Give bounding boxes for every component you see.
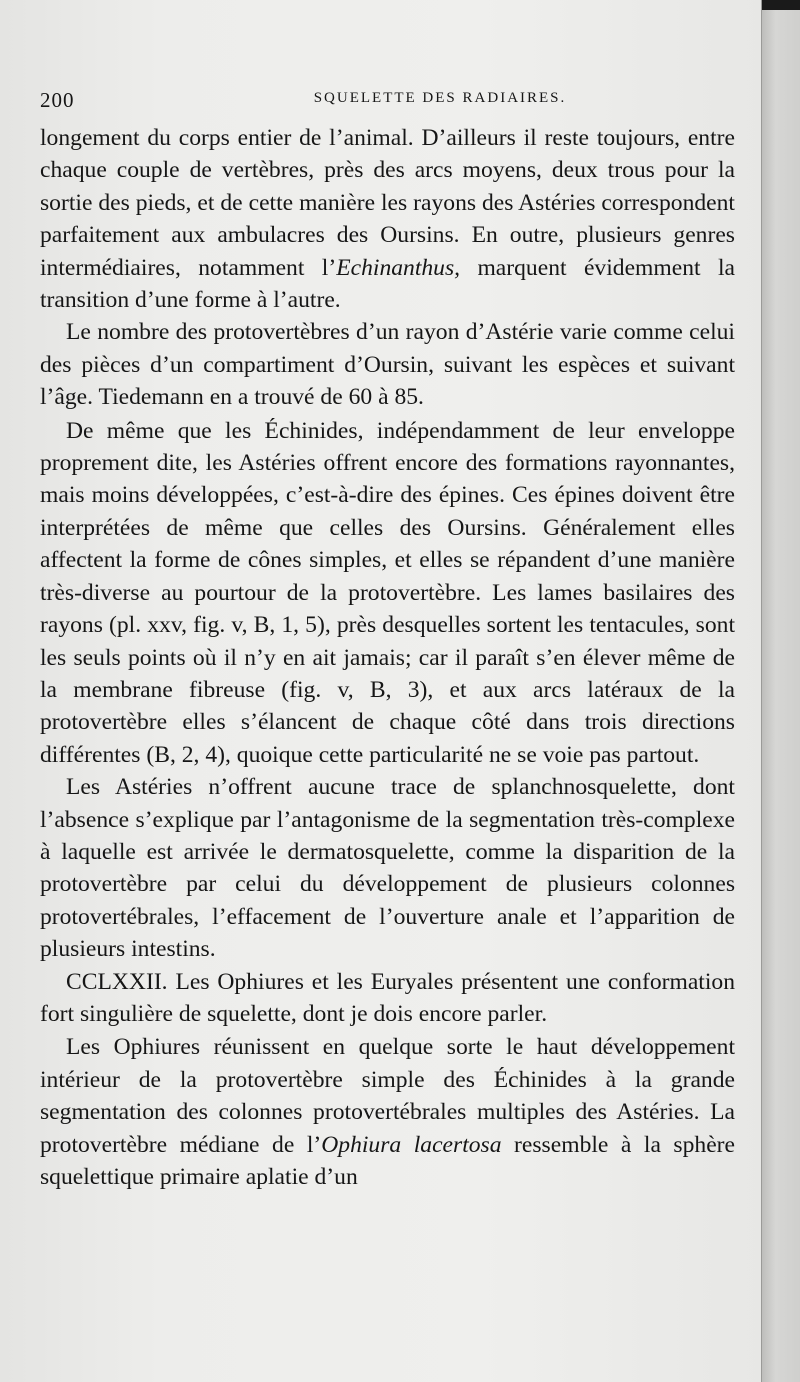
paragraph-4: Les Astéries n’offrent aucune trace de splanchnosquelette, dont l’absence s’explique par l’antagonisme de la segmentation très-complexe à laquelle est arrivée le dermatosquelette, comme la disparition de la protovertèbre par celui du développement de plusieurs colonnes protovertébrales, l’effacement de l’ouverture anale et l’apparition de plusieurs intestins. [40,774,735,963]
italic-term: Echinanthus, [336,254,461,281]
paragraph-text: ressemble à la sphère squelettique primaire aplatie d’un [40,1131,736,1190]
paragraph-text: longement du corps entier de l’animal. D’ailleurs il reste toujours, entre chaque couple de vertèbres, près des arcs moyens, deux trous pour la sortie des pieds, et de cette manière les rayons des Astéries correspondent parfaitement aux ambulacres des Oursins. En outre, plusieurs genres intermédiaires, notamment l’ [40,125,735,281]
scan-border [762,0,800,10]
italic-term: Ophiura lacertosa [321,1131,502,1158]
paragraph-1 [40,122,735,316]
paragraph-text: Les Ophiures réunissent en quelque sorte le haut développement intérieur de la protovertèbre simple des Échinides à la grande segmentation des colonnes protovertébrales multiples des Astéries. La protovertèbre médiane de l’ [40,1034,735,1158]
page-header [40,88,740,116]
paragraph-text: marquent évidemment la transition d’une forme à l’autre. [40,254,735,314]
page-number: 200 [40,88,75,112]
body-text [40,122,735,1193]
page-edge [761,0,800,1382]
paragraph-6 [40,1031,735,1193]
paragraph-2: Le nombre des protovertèbres d’un rayon d’Astérie varie comme celui des pièces d’un compartiment d’Oursin, suivant les espèces et suivant l’âge. Tiedemann en a trouvé de 60 à 85. [40,319,735,411]
running-head: SQUELETTE DES RADIAIRES. [313,90,567,106]
paragraph-3: De même que les Échinides, indépendamment de leur enveloppe proprement dite, les Astéries offrent encore des formations rayonnantes, mais moins développées, c’est-à-dire des épines. Ces épines doivent être interprétées de même que celles des Oursins. Généralement elles affectent la forme de cônes simples, et elles se répandent d’une manière très-diverse au pourtour de la protovertèbre. Les lames basilaires des rayons (pl. xxv, fig. v, B, 1, 5), près desquelles sortent les tentacules, sont les seuls points où il n’y en ait jamais; car il paraît s’en élever même de la membrane fibreuse (fig. v, B, 3), et aux arcs latéraux de la protovertèbre elles s’élancent de chaque côté dans trois directions différentes (B, 2, 4), quoique cette particularité ne se voie pas partout. [40,417,735,768]
paragraph-5: CCLXXII. Les Ophiures et les Euryales présentent une conformation fort singulière de squelette, dont je dois encore parler. [40,968,735,1027]
